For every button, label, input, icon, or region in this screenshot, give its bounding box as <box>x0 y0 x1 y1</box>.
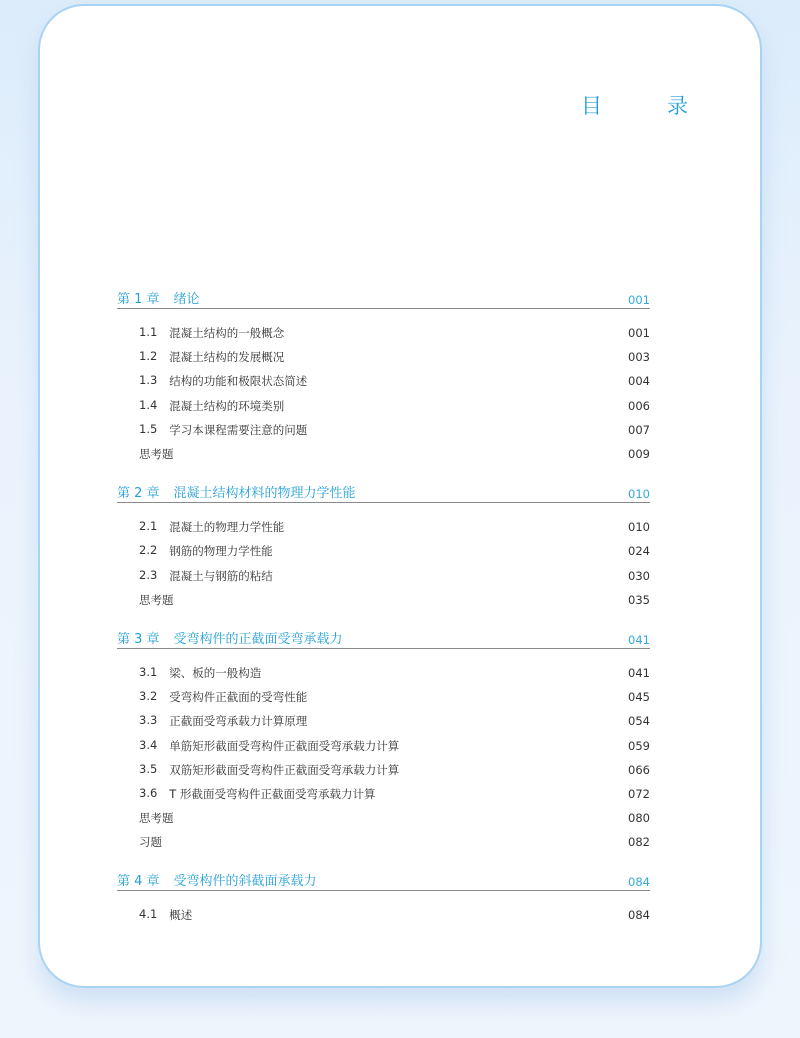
toc-entry-left <box>117 422 307 438</box>
section-page-number: 035 <box>628 592 650 607</box>
section-number: 3.3 <box>139 713 158 728</box>
entry-list <box>117 649 650 867</box>
section-number: 1.1 <box>139 325 158 340</box>
chapter-heading-left <box>117 288 200 307</box>
section-page-number: 045 <box>628 690 650 705</box>
section-page-number: 066 <box>628 762 650 777</box>
section-title: 学习本课程需要注意的问题 <box>169 422 308 437</box>
toc-entry-left <box>117 398 284 414</box>
section-title: 思考题 <box>139 811 174 826</box>
chapter-title: 受弯构件的斜截面承载力 <box>173 874 317 890</box>
section-page-number: 072 <box>628 786 650 801</box>
toc-entry[interactable] <box>117 588 650 612</box>
section-page-number: 082 <box>628 835 650 850</box>
section-page-number: 009 <box>628 447 650 462</box>
section-page-number: 007 <box>628 422 650 437</box>
toc-entry-left <box>117 665 261 681</box>
toc-entry[interactable] <box>117 418 650 442</box>
toc-entry[interactable] <box>117 685 650 709</box>
chapter-section <box>117 284 650 478</box>
section-title: 概述 <box>169 908 193 923</box>
toc-entry[interactable] <box>117 564 650 588</box>
chapter-label: 第 2 章 <box>117 486 160 502</box>
section-number: 4.1 <box>139 907 158 922</box>
toc-entry-left <box>117 543 273 559</box>
section-number: 2.2 <box>139 543 158 558</box>
section-title: 混凝土结构的一般概念 <box>169 326 285 341</box>
toc-entry-left <box>117 786 375 802</box>
section-page-number: 041 <box>628 665 650 680</box>
section-number: 3.5 <box>139 761 158 776</box>
chapter-heading[interactable] <box>117 478 650 503</box>
section-number: 1.5 <box>139 421 158 436</box>
toc-entry-left <box>117 834 162 850</box>
toc-entry-left <box>117 519 284 535</box>
chapter-title: 受弯构件的正截面受弯承载力 <box>173 631 343 647</box>
chapter-title: 混凝土结构材料的物理力学性能 <box>173 486 356 502</box>
chapter-label: 第 3 章 <box>117 631 160 647</box>
chapter-heading[interactable] <box>117 284 650 309</box>
section-page-number: 006 <box>628 398 650 413</box>
section-title: 混凝土与钢筋的粘结 <box>169 568 273 583</box>
chapter-label: 第 4 章 <box>117 874 160 890</box>
toc-entry[interactable] <box>117 806 650 830</box>
entry-list <box>117 503 650 624</box>
toc-entry[interactable] <box>117 830 650 854</box>
toc-entry-left <box>117 689 307 705</box>
section-page-number: 004 <box>628 374 650 389</box>
section-title: 习题 <box>139 835 162 850</box>
section-page-number: 084 <box>628 908 650 923</box>
toc-entry[interactable] <box>117 321 650 345</box>
section-page-number: 054 <box>628 714 650 729</box>
section-title: T 形截面受弯构件正截面受弯承载力计算 <box>169 786 376 801</box>
toc-entry[interactable] <box>117 345 650 369</box>
chapter-title: 绪论 <box>173 292 200 307</box>
toc-entry-left <box>117 373 307 389</box>
section-number: 1.4 <box>139 397 158 412</box>
chapter-page-number: 010 <box>628 487 650 502</box>
chapter-page-number: 041 <box>628 632 650 647</box>
section-title: 思考题 <box>139 447 174 462</box>
section-title: 思考题 <box>139 592 174 607</box>
section-title: 钢筋的物理力学性能 <box>169 544 273 559</box>
section-title: 单筋矩形截面受弯构件正截面受弯承载力计算 <box>169 738 400 753</box>
section-page-number: 030 <box>628 568 650 583</box>
section-title: 结构的功能和极限状态简述 <box>169 374 308 389</box>
chapter-heading-left <box>117 482 356 501</box>
section-page-number: 001 <box>628 326 650 341</box>
section-title: 混凝土结构的环境类别 <box>169 398 285 413</box>
toc-entry[interactable] <box>117 782 650 806</box>
chapter-section <box>117 866 650 939</box>
toc-entry-left <box>117 762 399 778</box>
section-number: 1.3 <box>139 373 158 388</box>
toc-title: 目 录 <box>581 94 710 118</box>
section-number: 2.3 <box>139 567 158 582</box>
toc-entry-left <box>117 907 192 923</box>
toc-entry[interactable] <box>117 903 650 927</box>
section-page-number: 024 <box>628 544 650 559</box>
toc-entry[interactable] <box>117 442 650 466</box>
section-number: 2.1 <box>139 519 158 534</box>
chapter-page-number: 001 <box>628 293 650 307</box>
section-title: 梁、板的一般构造 <box>169 665 262 680</box>
toc-entry-left <box>117 592 174 608</box>
section-number: 3.4 <box>139 737 158 752</box>
section-title: 正截面受弯承载力计算原理 <box>169 714 308 729</box>
entry-list <box>117 891 650 939</box>
section-number: 3.1 <box>139 664 158 679</box>
chapter-label: 第 1 章 <box>117 292 160 307</box>
section-page-number: 080 <box>628 811 650 826</box>
section-number: 1.2 <box>139 349 158 364</box>
toc-entry[interactable] <box>117 539 650 563</box>
toc-entry-left <box>117 349 284 365</box>
entry-list <box>117 309 650 478</box>
toc-entry-left <box>117 810 174 826</box>
toc-entry[interactable] <box>117 661 650 685</box>
chapter-heading-left <box>117 628 343 647</box>
section-title: 混凝土结构的发展概况 <box>169 350 285 365</box>
section-number: 3.6 <box>139 785 158 800</box>
toc-entry-left <box>117 738 399 754</box>
section-title: 混凝土的物理力学性能 <box>169 520 285 535</box>
toc-entry[interactable] <box>117 709 650 733</box>
toc-entry[interactable] <box>117 394 650 418</box>
chapter-section <box>117 478 650 624</box>
section-title: 双筋矩形截面受弯构件正截面受弯承载力计算 <box>169 762 400 777</box>
chapter-page-number: 084 <box>628 875 650 890</box>
chapter-heading-left <box>117 870 317 889</box>
section-number: 3.2 <box>139 689 158 704</box>
chapter-heading[interactable] <box>117 866 650 891</box>
section-page-number: 010 <box>628 520 650 535</box>
toc-entry[interactable] <box>117 369 650 393</box>
toc-entry[interactable] <box>117 733 650 757</box>
chapter-heading[interactable] <box>117 624 650 649</box>
section-page-number: 059 <box>628 738 650 753</box>
toc-entry-left <box>117 446 174 462</box>
section-title: 受弯构件正截面的受弯性能 <box>169 690 308 705</box>
toc-entry-left <box>117 713 307 729</box>
toc-entry-left <box>117 325 284 341</box>
toc-entry[interactable] <box>117 515 650 539</box>
chapter-section <box>117 624 650 867</box>
toc-entry[interactable] <box>117 758 650 782</box>
section-page-number: 003 <box>628 350 650 365</box>
table-of-contents <box>117 284 650 940</box>
toc-entry-left <box>117 568 273 584</box>
